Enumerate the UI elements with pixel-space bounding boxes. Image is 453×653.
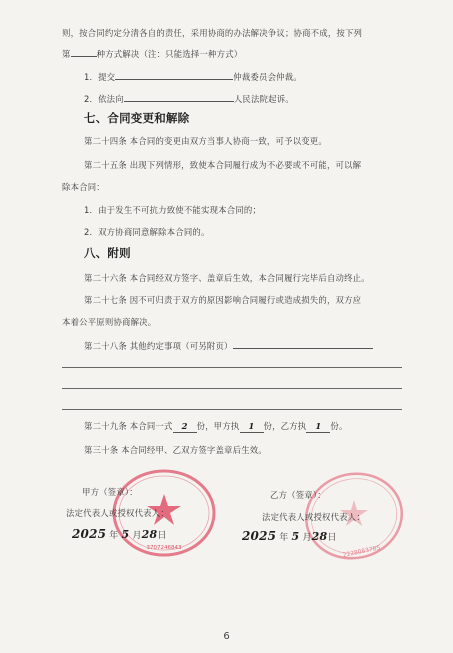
termination-case-2: 2．双方协商同意解除本合同的。: [84, 227, 210, 237]
article-27-cont: 本着公平原则协商解决。: [62, 317, 157, 327]
total-copies: 2: [173, 420, 197, 433]
article-27: 第二十七条 因不可归责于双方的原因影响合同履行或造成损失的，双方应: [84, 295, 362, 305]
option-litigation: 2．依法向 人民法院起诉。: [84, 94, 294, 104]
party-b-seal-number: 2228083785: [342, 544, 381, 560]
party-b-seal-label: 乙方（签章）：: [270, 490, 326, 500]
party-b-representative-label: 法定代表人或授权代表人：: [262, 512, 365, 522]
option-arbitration: 1．提交 仲裁委员会仲裁。: [84, 72, 302, 82]
section-heading-change-termination: 七、合同变更和解除: [84, 111, 190, 125]
article-25-cont: 除本合同：: [62, 182, 105, 192]
termination-case-1: 1．由于发生不可抗力致使不能实现本合同的；: [84, 205, 262, 215]
party-a-seal-number: 3707246843: [146, 545, 182, 551]
party-a-copies: 1: [240, 420, 264, 433]
other-terms-blank: [233, 339, 373, 349]
article-26: 第二十六条 本合同经双方签字、盖章后生效，本合同履行完毕后自动终止。: [84, 273, 370, 283]
article-28: 第二十八条 其他约定事项（可另附页）: [84, 339, 405, 352]
blank-line-1: [62, 367, 402, 368]
party-b-copies: 1: [306, 420, 330, 433]
blank-line-3: [62, 409, 402, 410]
paragraph-resolution-method: 第 种方式解决（注：只能选择一种方式）: [62, 49, 243, 59]
paragraph-dispute-resolution: 则，按合同约定分清各自的责任，采用协商的办法解决争议；协商不成，按下列: [62, 28, 363, 38]
method-number-blank: [71, 47, 97, 57]
article-30: 第三十条 本合同经甲、乙双方签字盖章后生效。: [84, 445, 267, 455]
party-a-representative-label: 法定代表人或授权代表人：: [66, 508, 169, 518]
page-number: 6: [223, 631, 230, 642]
section-heading-supplementary: 八、附则: [84, 246, 131, 260]
court-blank: [124, 92, 234, 102]
party-a-seal-label: 甲方（签章）：: [82, 487, 138, 497]
blank-line-2: [62, 388, 402, 389]
arbitration-blank: [115, 70, 233, 80]
article-25: 第二十五条 出现下列情形，致使本合同履行成为不必要或不可能，可以解: [84, 160, 362, 170]
party-b-date: 2025 年 5 月28日: [242, 529, 337, 543]
article-24: 第二十四条 本合同的变更由双方当事人协商一致，可予以变更。: [84, 136, 327, 146]
article-29: 第二十九条 本合同一式 2 份，甲方执 1 份，乙方执 1 份。: [84, 421, 348, 431]
party-a-date: 2025 年 5 月28日: [72, 527, 167, 541]
